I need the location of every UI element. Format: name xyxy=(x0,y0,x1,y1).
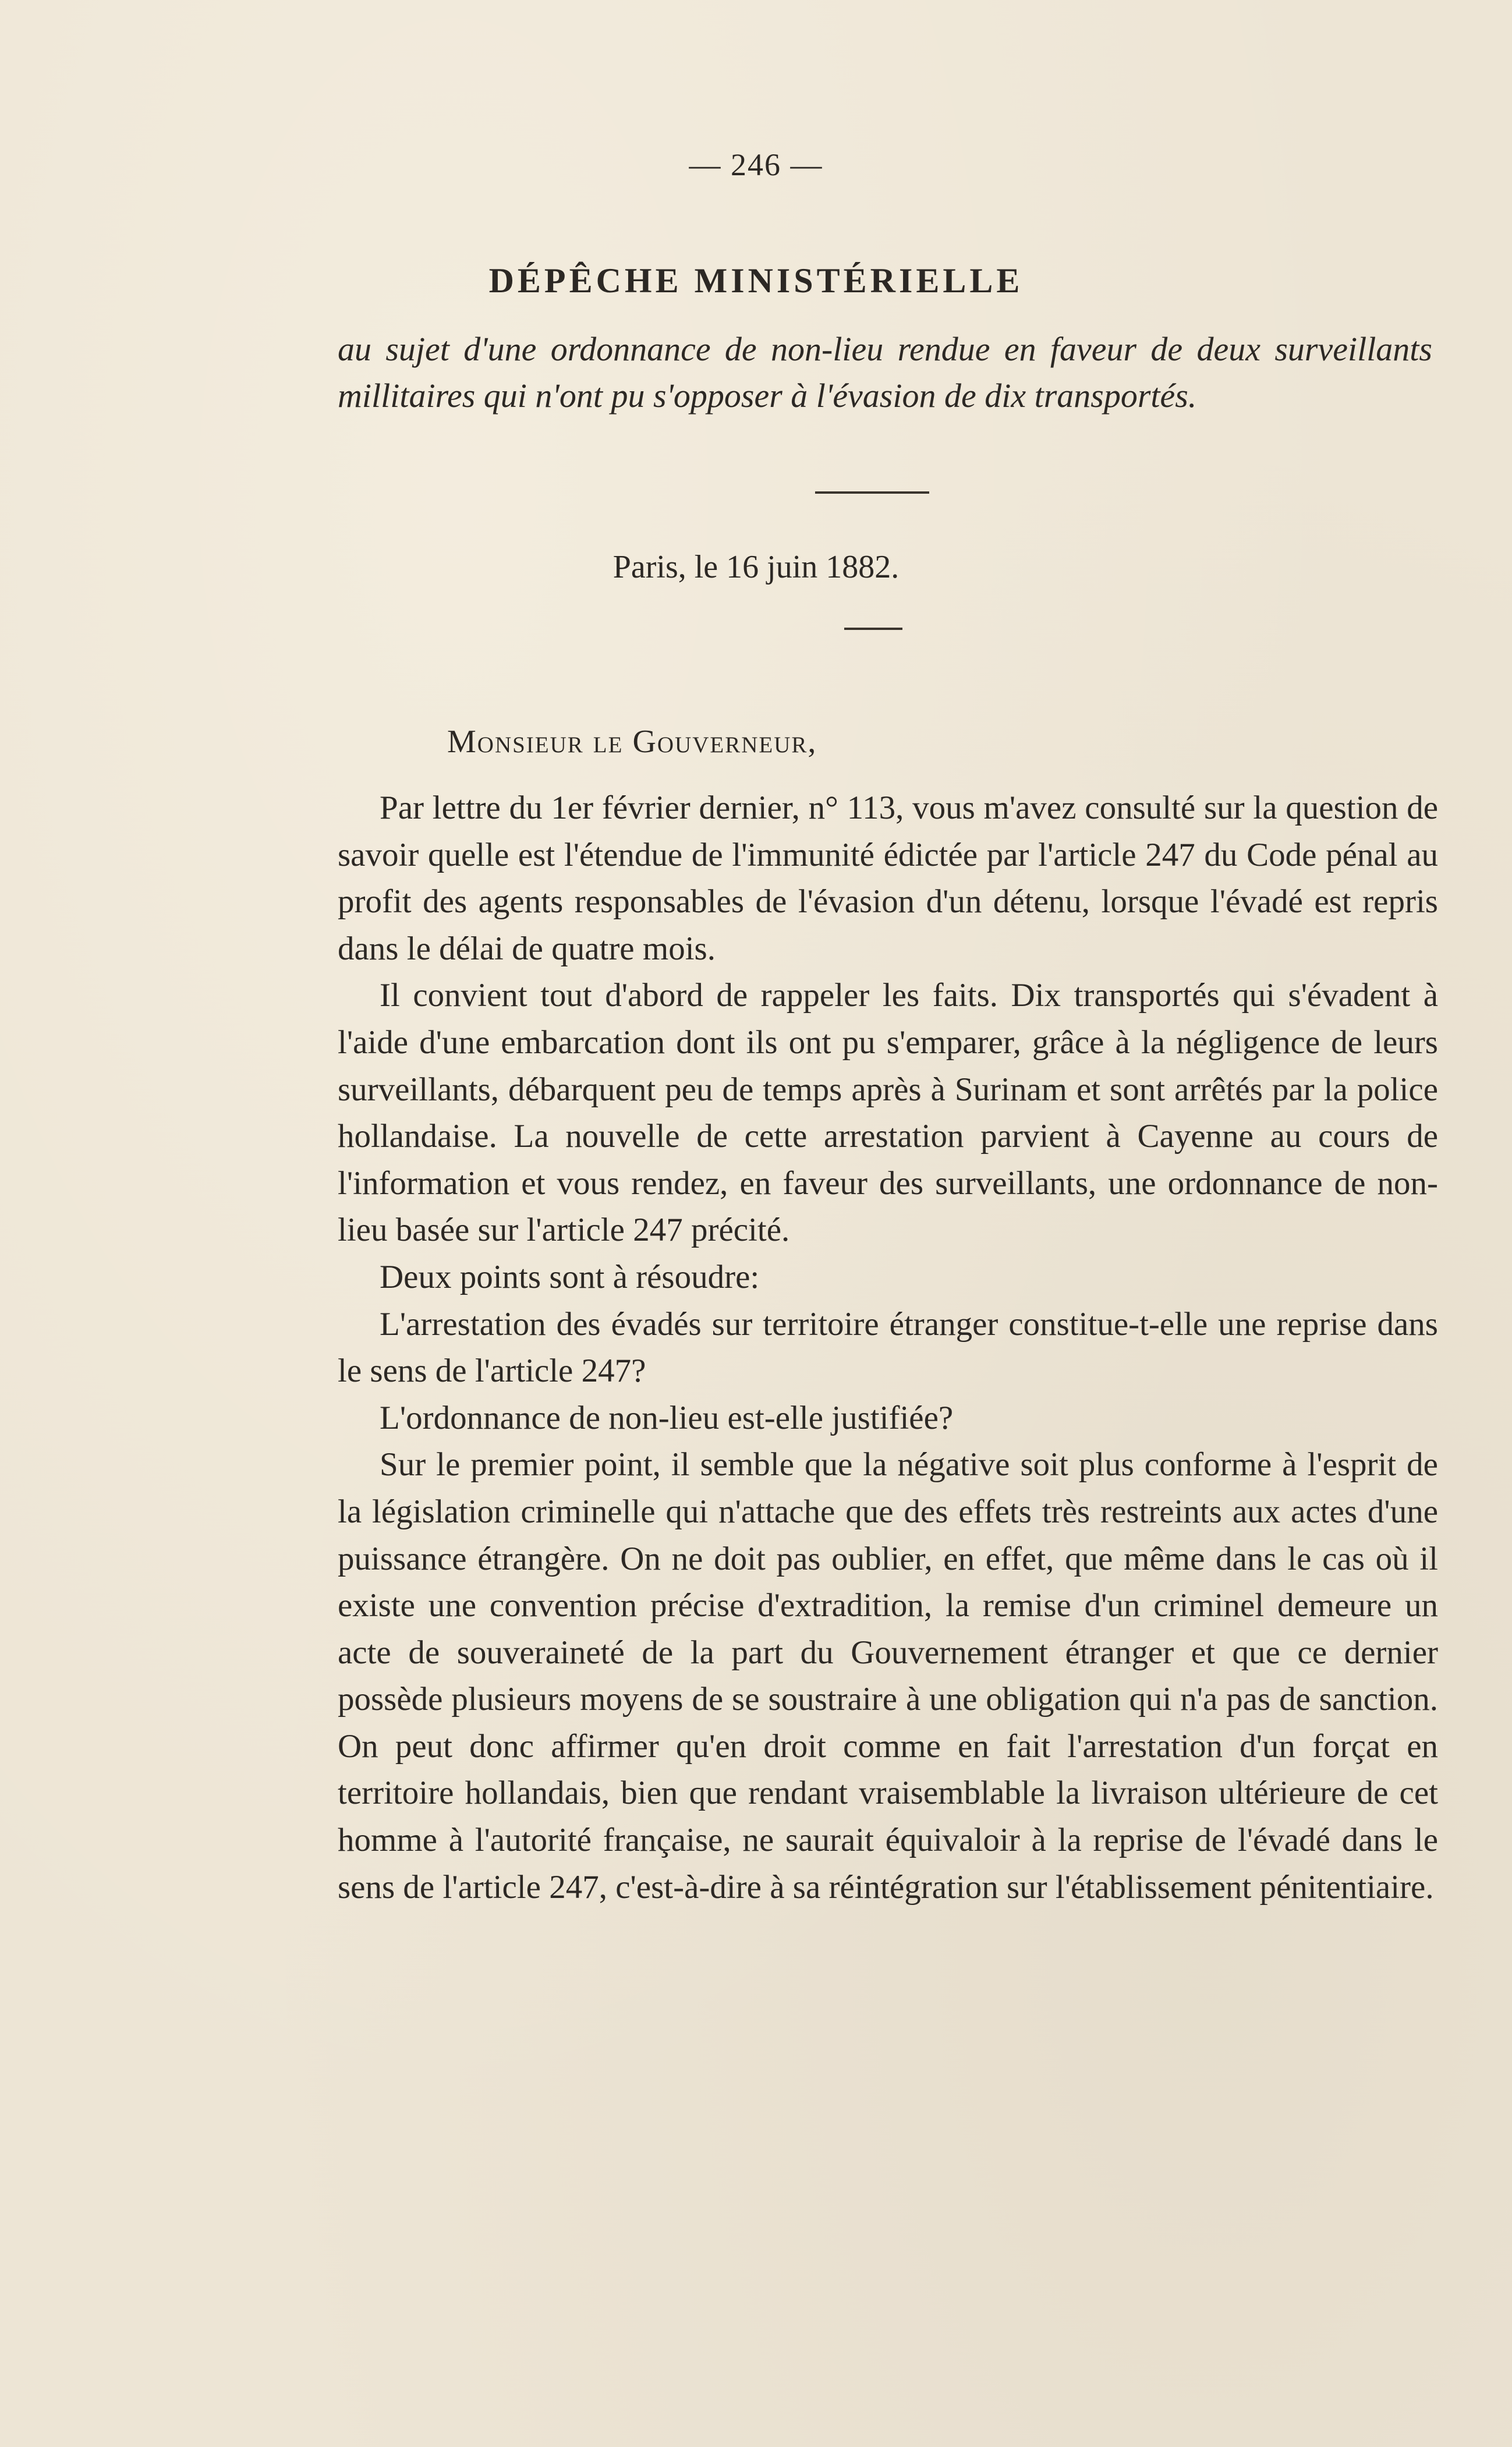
paragraph: L'ordonnance de non-lieu est-elle justifiée? xyxy=(380,1399,954,1436)
document-subtitle: au sujet d'une ordonnance de non-lieu rendue en faveur de deux surveillants millitaires qui n'ont pu s'opposer à l'évasion de dix transportés. xyxy=(338,330,1432,415)
title-divider xyxy=(815,491,929,494)
letter-body xyxy=(338,785,1438,1911)
paragraph: L'arrestation des évadés sur territoire étranger constitue-t-elle une reprise dans le sens de l'article 247? xyxy=(338,1305,1438,1390)
page-number: — 246 — xyxy=(689,147,823,182)
document-title: DÉPÊCHE MINISTÉRIELLE xyxy=(488,261,1024,300)
dateline-divider xyxy=(844,628,902,630)
paragraph: Sur le premier point, il semble que la négative soit plus conforme à l'esprit de la législation criminelle qui n'attache que des effets très restreints aux actes d'une puissance étrangère. On ne doit pas oublier, en effet, que même dans le cas où il existe une convention précise d'extradition, la remise d'un criminel demeure un acte de souveraineté de la part du Gouvernement étranger et que ce dernier possède plusieurs moyens de se soustraire à une obligation qui n'a pas de sanction. On peut donc affirmer qu'en droit comme en fait l'arrestation d'un forçat en territoire hollandais, bien que rendant vraisemblable la livraison ultérieure de cet homme à l'autorité française, ne saurait équivaloir à la reprise de l'évadé dans le sens de l'article 247, c'est-à-dire à sa réintégration sur l'établissement pénitentiaire. xyxy=(338,1446,1438,1906)
paragraph: Deux points sont à résoudre: xyxy=(380,1258,760,1295)
dateline: Paris, le 16 juin 1882. xyxy=(612,549,900,585)
paragraph: Il convient tout d'abord de rappeler les faits. Dix transportés qui s'évadent à l'aide d'une embarcation dont ils ont pu s'emparer, grâce à la négligence de leurs surveillants, débarquent peu de temps après à Surinam et sont arrêtés par la police hollandaise. La nouvelle de cette arrestation parvient à Cayenne au cours de l'information et vous rendez, en faveur des surveillants, une ordonnance de non-lieu basée sur l'article 247 précité. xyxy=(338,977,1438,1249)
salutation: Monsieur le Gouverneur, xyxy=(447,724,817,760)
paragraph: Par lettre du 1er février dernier, n° 113, vous m'avez consulté sur la question de savoir quelle est l'étendue de l'immunité édictée par l'article 247 du Code pénal au profit des agents responsables de l'évasion d'un détenu, lorsque l'évadé est repris dans le délai de quatre mois. xyxy=(338,789,1438,967)
